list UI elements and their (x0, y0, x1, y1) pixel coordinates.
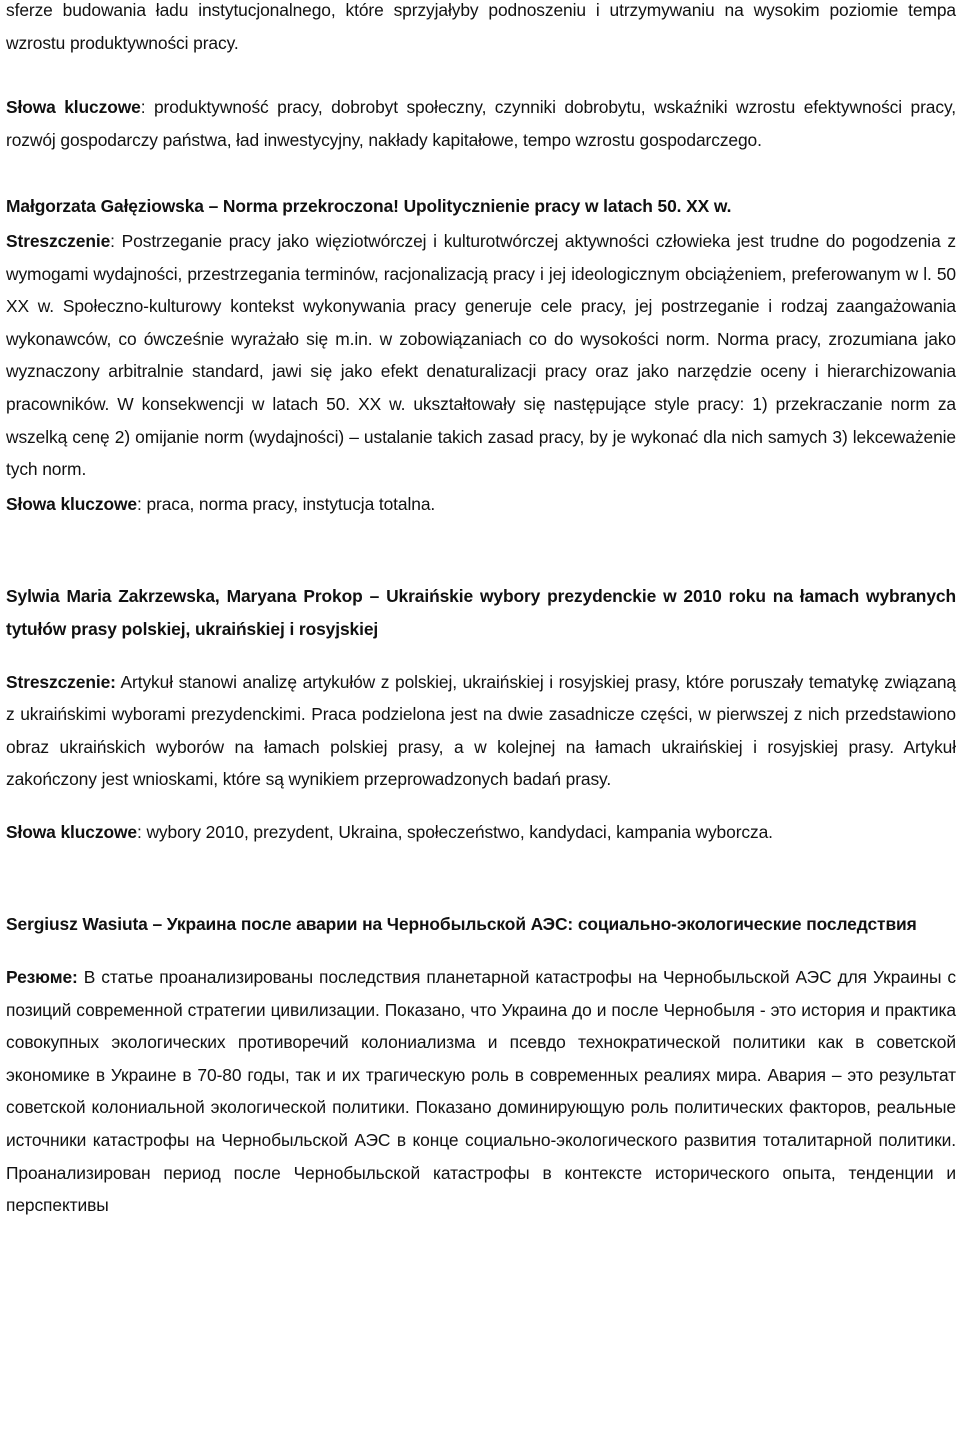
article-2-heading (6, 580, 956, 645)
article-1 (6, 190, 956, 520)
article-1-keywords (6, 488, 956, 521)
article-2-title: Ukraińskie wybory prezydenckie w 2010 roku na łamach wybranych tytułów prasy polskiej, ukraińskiej i rosyjskiej (6, 586, 956, 639)
intro-continuation-text: sferze budowania ładu instytucjonalnego, które sprzyjałyby podnoszeniu i utrzymywaniu na wysokim poziomie tempa wzrostu produktywności pracy. (6, 0, 956, 53)
article-3-abstract-text: В статье проанализированы последствия планетарной катастрофы на Чернобыльской АЭС для Украины с позиций современной стратегии цивилизации. Показано, что Украина до и после Чернобыля - это история и практика совокупных экологических противоречий колониализма и псевдо технократической политики как в советской экономике в Украине в 70-80 годы, так и их трагическую роль в современных реалиях мира. Авария – это результат советской колониальной экологической политики. Показано доминирующую роль политических факторов, реальные источники катастрофы на Чернобыльской АЭС в конце социально-экологического развития тоталитарной политики. Проанализирован период после Чернобыльской катастрофы в контексте исторического опыта, тенденции и перспективы (6, 967, 956, 1216)
article-3-author: Sergiusz Wasiuta (6, 914, 148, 935)
article-1-keywords-label: Słowa kluczowe (6, 493, 137, 514)
article-2-abstract-text: Artykuł stanowi analizę artykułów z polskiej, ukraińskiej i rosyjskiej prasy, które poruszały tematykę związaną z ukraińskimi wyborami prezydenckimi. Praca podzielona jest na dwie zasadnicze części, w pierwszej z nich przedstawiono obraz ukraińskich wyborów na łamach polskiej prasy, a w kolejnej na łamach ukraińskiej i rosyjskiej prasy. Artykuł zakończony jest wnioskami, które są wynikiem przeprowadzonych badań prasy. (6, 671, 956, 790)
article-1-title: Norma przekroczona! Upolitycznienie pracy w latach 50. XX w. (222, 196, 732, 217)
article-1-keywords-text: : praca, norma pracy, instytucja totalna. (137, 493, 436, 514)
intro-continuation-paragraph (6, 0, 956, 59)
article-1-abstract-label: Streszczenie (6, 230, 111, 251)
article-2-dash: – (362, 586, 387, 607)
document-page (6, 0, 956, 1222)
article-1-author: Małgorzata Gałęziowska (6, 196, 204, 217)
article-2-keywords-text: : wybory 2010, prezydent, Ukraina, społeczeństwo, kandydaci, kampania wyborcza. (137, 821, 773, 842)
article-1-abstract (6, 225, 956, 486)
article-1-heading (6, 190, 956, 223)
article-3-abstract-label: Резюме: (6, 967, 78, 988)
article-2-abstract (6, 666, 956, 796)
intro-keywords-paragraph (6, 91, 956, 156)
article-2-keywords (6, 816, 956, 849)
article-3-title: Украина после аварии на Чернобыльской АЭС: социально-экологические последствия (166, 914, 917, 935)
intro-keywords-label: Słowa kluczowe (6, 97, 141, 118)
article-3 (6, 908, 956, 1221)
article-1-abstract-text: : Postrzeganie pracy jako więziotwórczej i kulturotwórczej aktywności człowieka jest trudne do pogodzenia z wymogami wydajności, przestrzegania terminów, racjonalizacją pracy i jej ideologicznym obciążeniem, preferowanym w l. 50 XX w. Społeczno-kulturowy kontekst wykonywania pracy generuje cele pracy, jej postrzeganie i rodzaj zaangażowania wykonawców, co ówcześnie wyrażało się m.in. w zobowiązaniach co do wysokości norm. Norma pracy, zrozumiana jako wyznaczony arbitralnie standard, jawi się jako efekt denaturalizacji pracy oraz jako narzędzie oceny i hierarchizowania pracowników. W konsekwencji w latach 50. XX w. ukształtowały się następujące style pracy: 1) przekraczanie norm za wszelką cenę 2) omijanie norm (wydajności) – ustalanie takich zasad pracy, by je wykonać dla nich samych 3) lekceważenie tych norm. (6, 230, 956, 480)
article-3-heading (6, 908, 956, 941)
intro-keywords-text: : produktywność pracy, dobrobyt społeczny, czynniki dobrobytu, wskaźniki wzrostu efektywności pracy, rozwój gospodarczy państwa, ład inwestycyjny, nakłady kapitałowe, tempo wzrostu gospodarczego. (6, 97, 956, 150)
article-3-dash: – (147, 914, 167, 935)
article-1-dash: – (203, 196, 223, 217)
article-2-abstract-label: Streszczenie: (6, 671, 116, 692)
article-2-author: Sylwia Maria Zakrzewska, Maryana Prokop (6, 586, 363, 607)
article-3-abstract (6, 961, 956, 1222)
article-2-keywords-label: Słowa kluczowe (6, 821, 137, 842)
article-2 (6, 580, 956, 848)
